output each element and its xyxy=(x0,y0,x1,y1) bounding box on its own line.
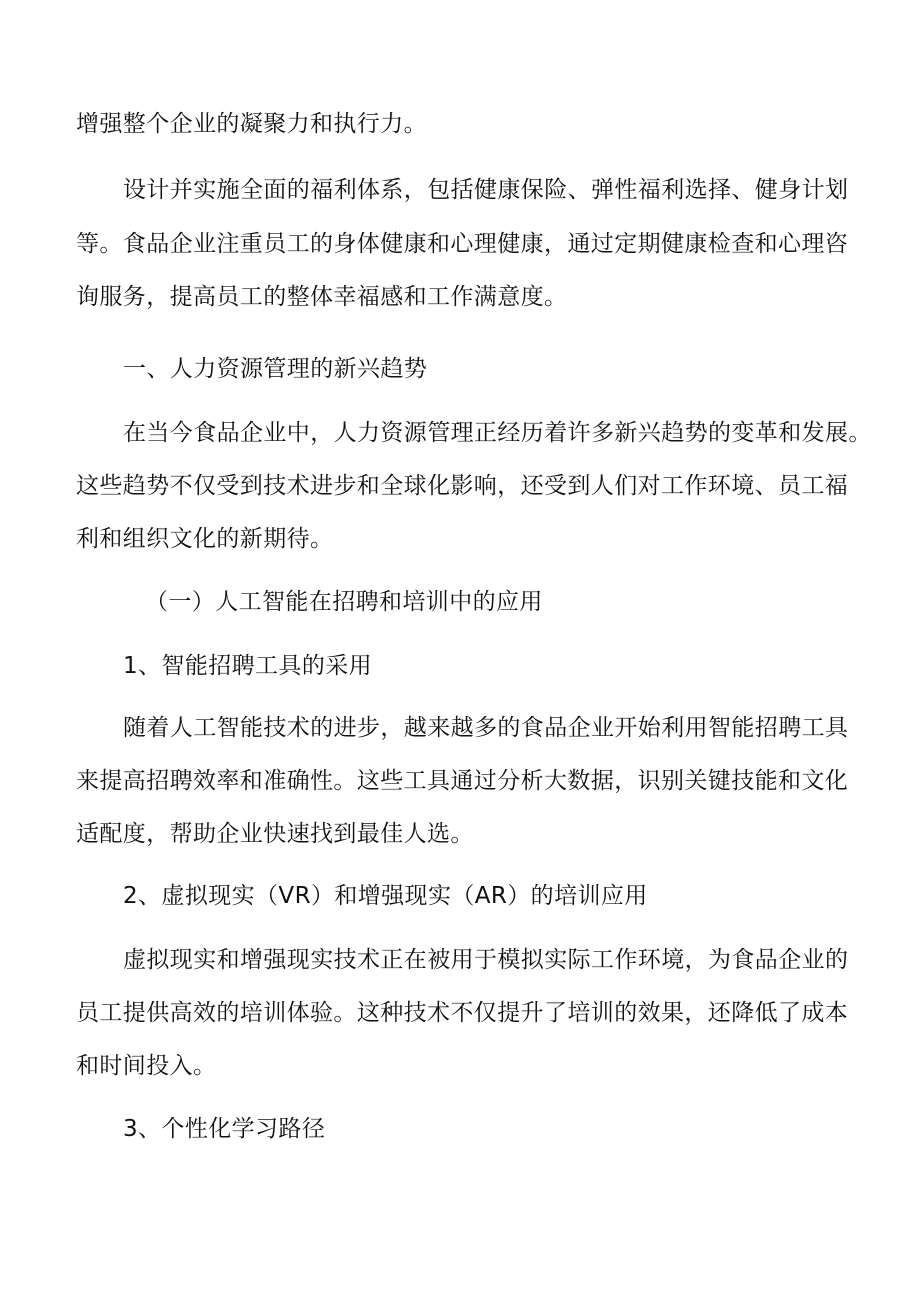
item-heading-personalized-learning: 3、个性化学习路径 xyxy=(123,1116,326,1142)
item-heading-smart-recruiting: 1、智能招聘工具的采用 xyxy=(123,653,373,679)
paragraph-vr-ar-line-3: 和时间投入。 xyxy=(76,1053,217,1079)
subsection-heading-ai: （一）人工智能在招聘和培训中的应用 xyxy=(145,589,543,615)
paragraph-trends-line-3: 利和组织文化的新期待。 xyxy=(76,526,334,552)
paragraph-trends-line-2: 这些趋势不仅受到技术进步和全球化影响，还受到人们对工作环境、员工福 xyxy=(76,473,849,499)
paragraph-benefits-line-1: 设计并实施全面的福利体系，包括健康保险、弹性福利选择、健身计划 xyxy=(123,177,849,203)
paragraph-benefits-line-2: 等。食品企业注重员工的身体健康和心理健康，通过定期健康检查和心理咨 xyxy=(76,231,849,257)
item-heading-vr-ar-training: 2、虚拟现实（VR）和增强现实（AR）的培训应用 xyxy=(123,883,648,909)
paragraph-recruiting-line-2: 来提高招聘效率和准确性。这些工具通过分析大数据，识别关键技能和文化 xyxy=(76,768,849,794)
paragraph-recruiting-line-3: 适配度，帮助企业快速找到最佳人选。 xyxy=(76,821,474,847)
paragraph-vr-ar-line-1: 虚拟现实和增强现实技术正在被用于模拟实际工作环境，为食品企业的 xyxy=(123,947,849,973)
paragraph-vr-ar-line-2: 员工提供高效的培训体验。这种技术不仅提升了培训的效果，还降低了成本 xyxy=(76,1000,849,1026)
paragraph-recruiting-line-1: 随着人工智能技术的进步，越来越多的食品企业开始利用智能招聘工具 xyxy=(123,715,849,741)
paragraph-trends-line-1: 在当今食品企业中，人力资源管理正经历着许多新兴趋势的变革和发展。 xyxy=(123,420,872,446)
paragraph-continuation-line: 增强整个企业的凝聚力和执行力。 xyxy=(76,111,427,137)
paragraph-benefits-line-3: 询服务，提高员工的整体幸福感和工作满意度。 xyxy=(76,284,568,310)
section-heading-emerging-trends: 一、人力资源管理的新兴趋势 xyxy=(123,356,428,382)
